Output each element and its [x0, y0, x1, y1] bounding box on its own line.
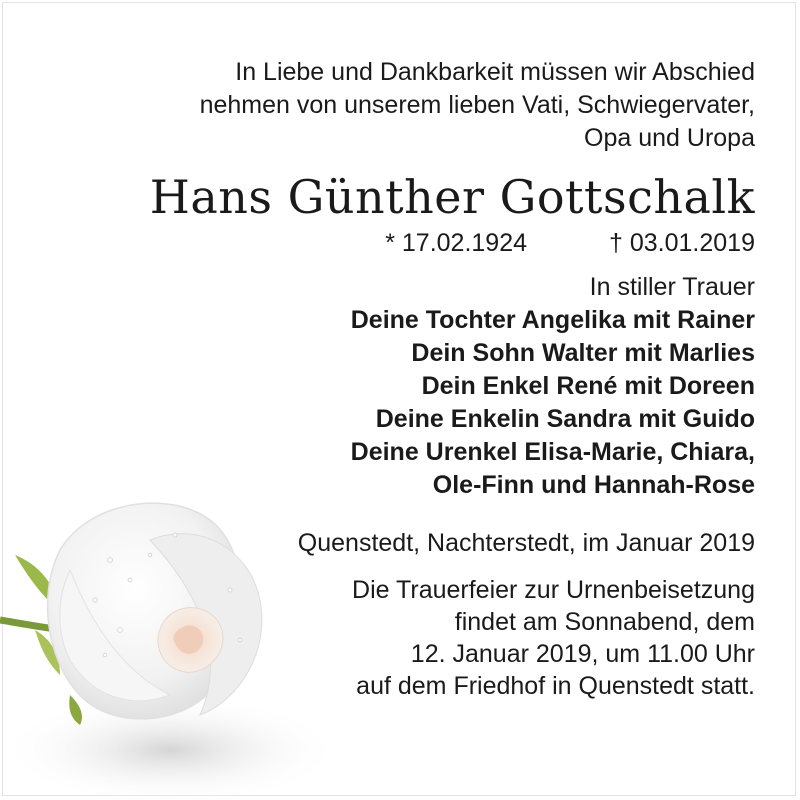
intro-line: nehmen von unserem lieben Vati, Schwiegervater, — [199, 91, 755, 119]
family-member: Dein Sohn Walter mit Marlies — [411, 339, 755, 367]
service-line: auf dem Friedhof in Quenstedt statt. — [356, 672, 755, 700]
family-member: Deine Enkelin Sandra mit Guido — [375, 405, 755, 433]
place-date: Quenstedt, Nachterstedt, im Januar 2019 — [297, 529, 755, 557]
intro-line: In Liebe und Dankbarkeit müssen wir Abschied — [235, 58, 755, 86]
notice-content — [55, 56, 755, 702]
family-list — [55, 304, 755, 502]
family-member: Deine Tochter Angelika mit Rainer — [350, 306, 755, 334]
service-line: Die Trauerfeier zur Urnenbeisetzung — [352, 576, 755, 604]
intro-line: Opa und Uropa — [584, 124, 755, 152]
death-date: † 03.01.2019 — [609, 229, 755, 257]
service-line: findet am Sonnabend, dem — [454, 608, 755, 636]
birth-date: * 17.02.1924 — [385, 229, 528, 257]
mourning-intro: In stiller Trauer — [589, 273, 755, 301]
family-member: Deine Urenkel Elisa-Marie, Chiara, — [350, 438, 755, 466]
service-line: 12. Januar 2019, um 11.00 Uhr — [410, 640, 755, 668]
family-member: Ole-Finn und Hannah-Rose — [432, 471, 755, 499]
intro-text — [55, 56, 755, 155]
family-member: Dein Enkel René mit Doreen — [421, 372, 755, 400]
service-info — [55, 574, 755, 702]
deceased-name: Hans Günther Gottschalk — [149, 170, 755, 224]
life-dates — [55, 227, 755, 259]
